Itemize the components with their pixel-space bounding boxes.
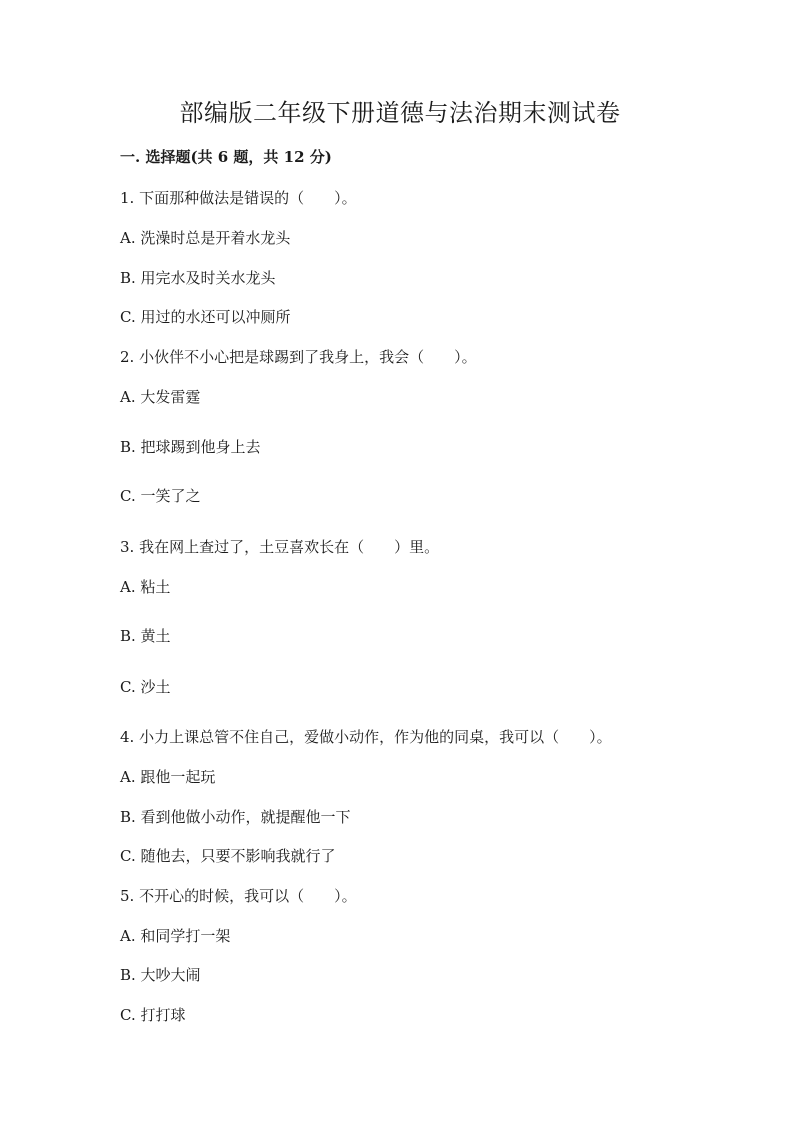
exam-title: 部编版二年级下册道德与法治期末测试卷 xyxy=(179,99,621,127)
question-4-option-a: A. 跟他一起玩 xyxy=(120,768,216,786)
question-2-option-c: C. 一笑了之 xyxy=(120,487,201,505)
question-3-option-a: A. 粘土 xyxy=(120,578,171,596)
question-1-option-b: B. 用完水及时关水龙头 xyxy=(120,269,276,287)
question-3-option-b: B. 黄土 xyxy=(120,627,171,645)
question-5-option-a: A. 和同学打一架 xyxy=(120,927,231,945)
question-4-stem: 4. 小力上课总管不住自己，爱做小动作，作为他的同桌，我可以（ ）。 xyxy=(120,728,612,746)
section-heading: 一. 选择题(共 6 题，共 12 分) xyxy=(120,148,332,166)
question-4-option-c: C. 随他去，只要不影响我就行了 xyxy=(120,847,336,865)
question-2-option-b: B. 把球踢到他身上去 xyxy=(120,438,261,456)
question-1-stem: 1. 下面那种做法是错误的（ ）。 xyxy=(120,189,357,207)
question-5-option-b: B. 大吵大闹 xyxy=(120,966,201,984)
question-3-stem: 3. 我在网上查过了，土豆喜欢长在（ ）里。 xyxy=(120,538,440,556)
question-3-option-c: C. 沙土 xyxy=(120,678,171,696)
question-2-stem: 2. 小伙伴不小心把是球踢到了我身上，我会（ ）。 xyxy=(120,348,477,366)
question-5-option-c: C. 打打球 xyxy=(120,1006,186,1024)
question-2-option-a: A. 大发雷霆 xyxy=(120,388,201,406)
question-4-option-b: B. 看到他做小动作，就提醒他一下 xyxy=(120,808,351,826)
question-1-option-c: C. 用过的水还可以冲厕所 xyxy=(120,308,291,326)
question-1-option-a: A. 洗澡时总是开着水龙头 xyxy=(120,229,291,247)
question-5-stem: 5. 不开心的时候，我可以（ ）。 xyxy=(120,887,357,905)
